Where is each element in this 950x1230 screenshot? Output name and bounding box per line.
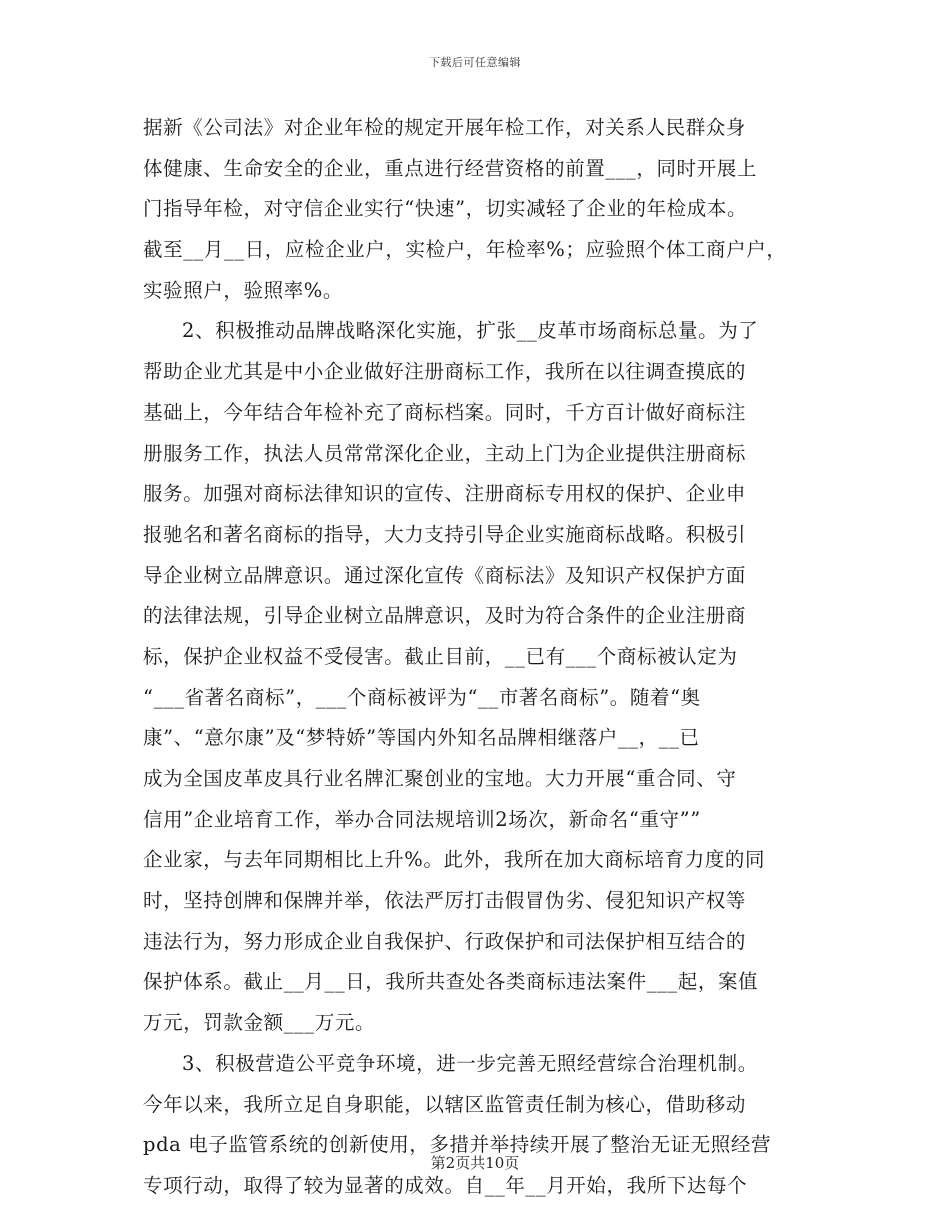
text-line: 成为全国皮革皮具行业名牌汇聚创业的宝地。大力开展“重合同、守 [143, 767, 737, 790]
text-line: 导企业树立品牌意识。通过深化宣传《商标法》及知识产权保护方面 [143, 563, 747, 587]
document-body [143, 108, 807, 1207]
text-line: 企业家，与去年同期相比上升%。此外，我所在加大商标培育力度的同 [143, 848, 766, 872]
text-line: 体健康、生命安全的企业，重点进行经营资格的前置___，同时开展上 [143, 156, 757, 180]
text-line: pda 电子监管系统的创新使用，多措并举持续开展了整治无证无照经营 [143, 1133, 772, 1157]
text-line: 3、积极营造公平竞争环境，进一步完善无照经营综合治理机制。 [182, 1051, 758, 1075]
text-line: 册服务工作，执法人员常常深化企业，主动上门为企业提供注册商标 [143, 441, 747, 465]
text-line: 基础上，今年结合年检补充了商标档案。同时，千方百计做好商标注 [143, 400, 747, 424]
text-line: 帮助企业尤其是中小企业做好注册商标工作，我所在以往调查摸底的 [143, 360, 747, 384]
text-line: 信用”企业培育工作，举办合同法规培训2场次，新命名“重守”” [143, 807, 701, 831]
text-line: 标，保护企业权益不受侵害。截止目前，__已有___个商标被认定为 [143, 644, 738, 668]
text-line: 实验照户，验照率%。 [143, 278, 344, 302]
text-line: 专项行动，取得了较为显著的成效。自__年__月开始，我所下达每个 [143, 1173, 748, 1197]
text-line: 报驰名和著名商标的指导，大力支持引导企业实施商标战略。积极引 [143, 522, 747, 546]
text-line: 服务。加强对商标法律知识的宣传、注册商标专用权的保护、企业申 [143, 482, 747, 506]
page-header: 下载后可任意编辑 [429, 56, 521, 69]
text-line: 万元，罚款金额___万元。 [143, 1011, 376, 1035]
text-line: 截至__月__日，应检企业户，实检户，年检率%；应验照个体工商户户， [143, 238, 787, 262]
text-line: 违法行为，努力形成企业自我保护、行政保护和司法保护相互结合的 [143, 929, 747, 953]
text-line: 的法律法规，引导企业树立品牌意识，及时为符合条件的企业注册商 [143, 604, 747, 628]
text-line: 2、积极推动品牌战略深化实施，扩张__皮革市场商标总量。为了 [182, 319, 759, 343]
text-line: 据新《公司法》对企业年检的规定开展年检工作，对关系人民群众身 [143, 116, 747, 139]
page-number-footer: 第2页共10页 [430, 1154, 520, 1172]
text-line: 保护体系。截止__月__日，我所共查处各类商标违法案件___起，案值 [143, 970, 759, 994]
text-line: 今年以来，我所立足自身职能，以辖区监管责任制为核心，借助移动 [143, 1092, 747, 1116]
text-line: 康”、“意尔康”及“梦特娇”等国内外知名品牌相继落户__，__已 [143, 726, 700, 750]
text-line: 时，坚持创牌和保牌并举，依法严厉打击假冒伪劣、侵犯知识产权等 [143, 889, 747, 913]
text-line: “___省著名商标”，___个商标被评为“__市著名商标”。随着“奥 [143, 685, 701, 709]
text-line: 门指导年检，对守信企业实行“快速”，切实减轻了企业的年检成本。 [143, 197, 748, 221]
